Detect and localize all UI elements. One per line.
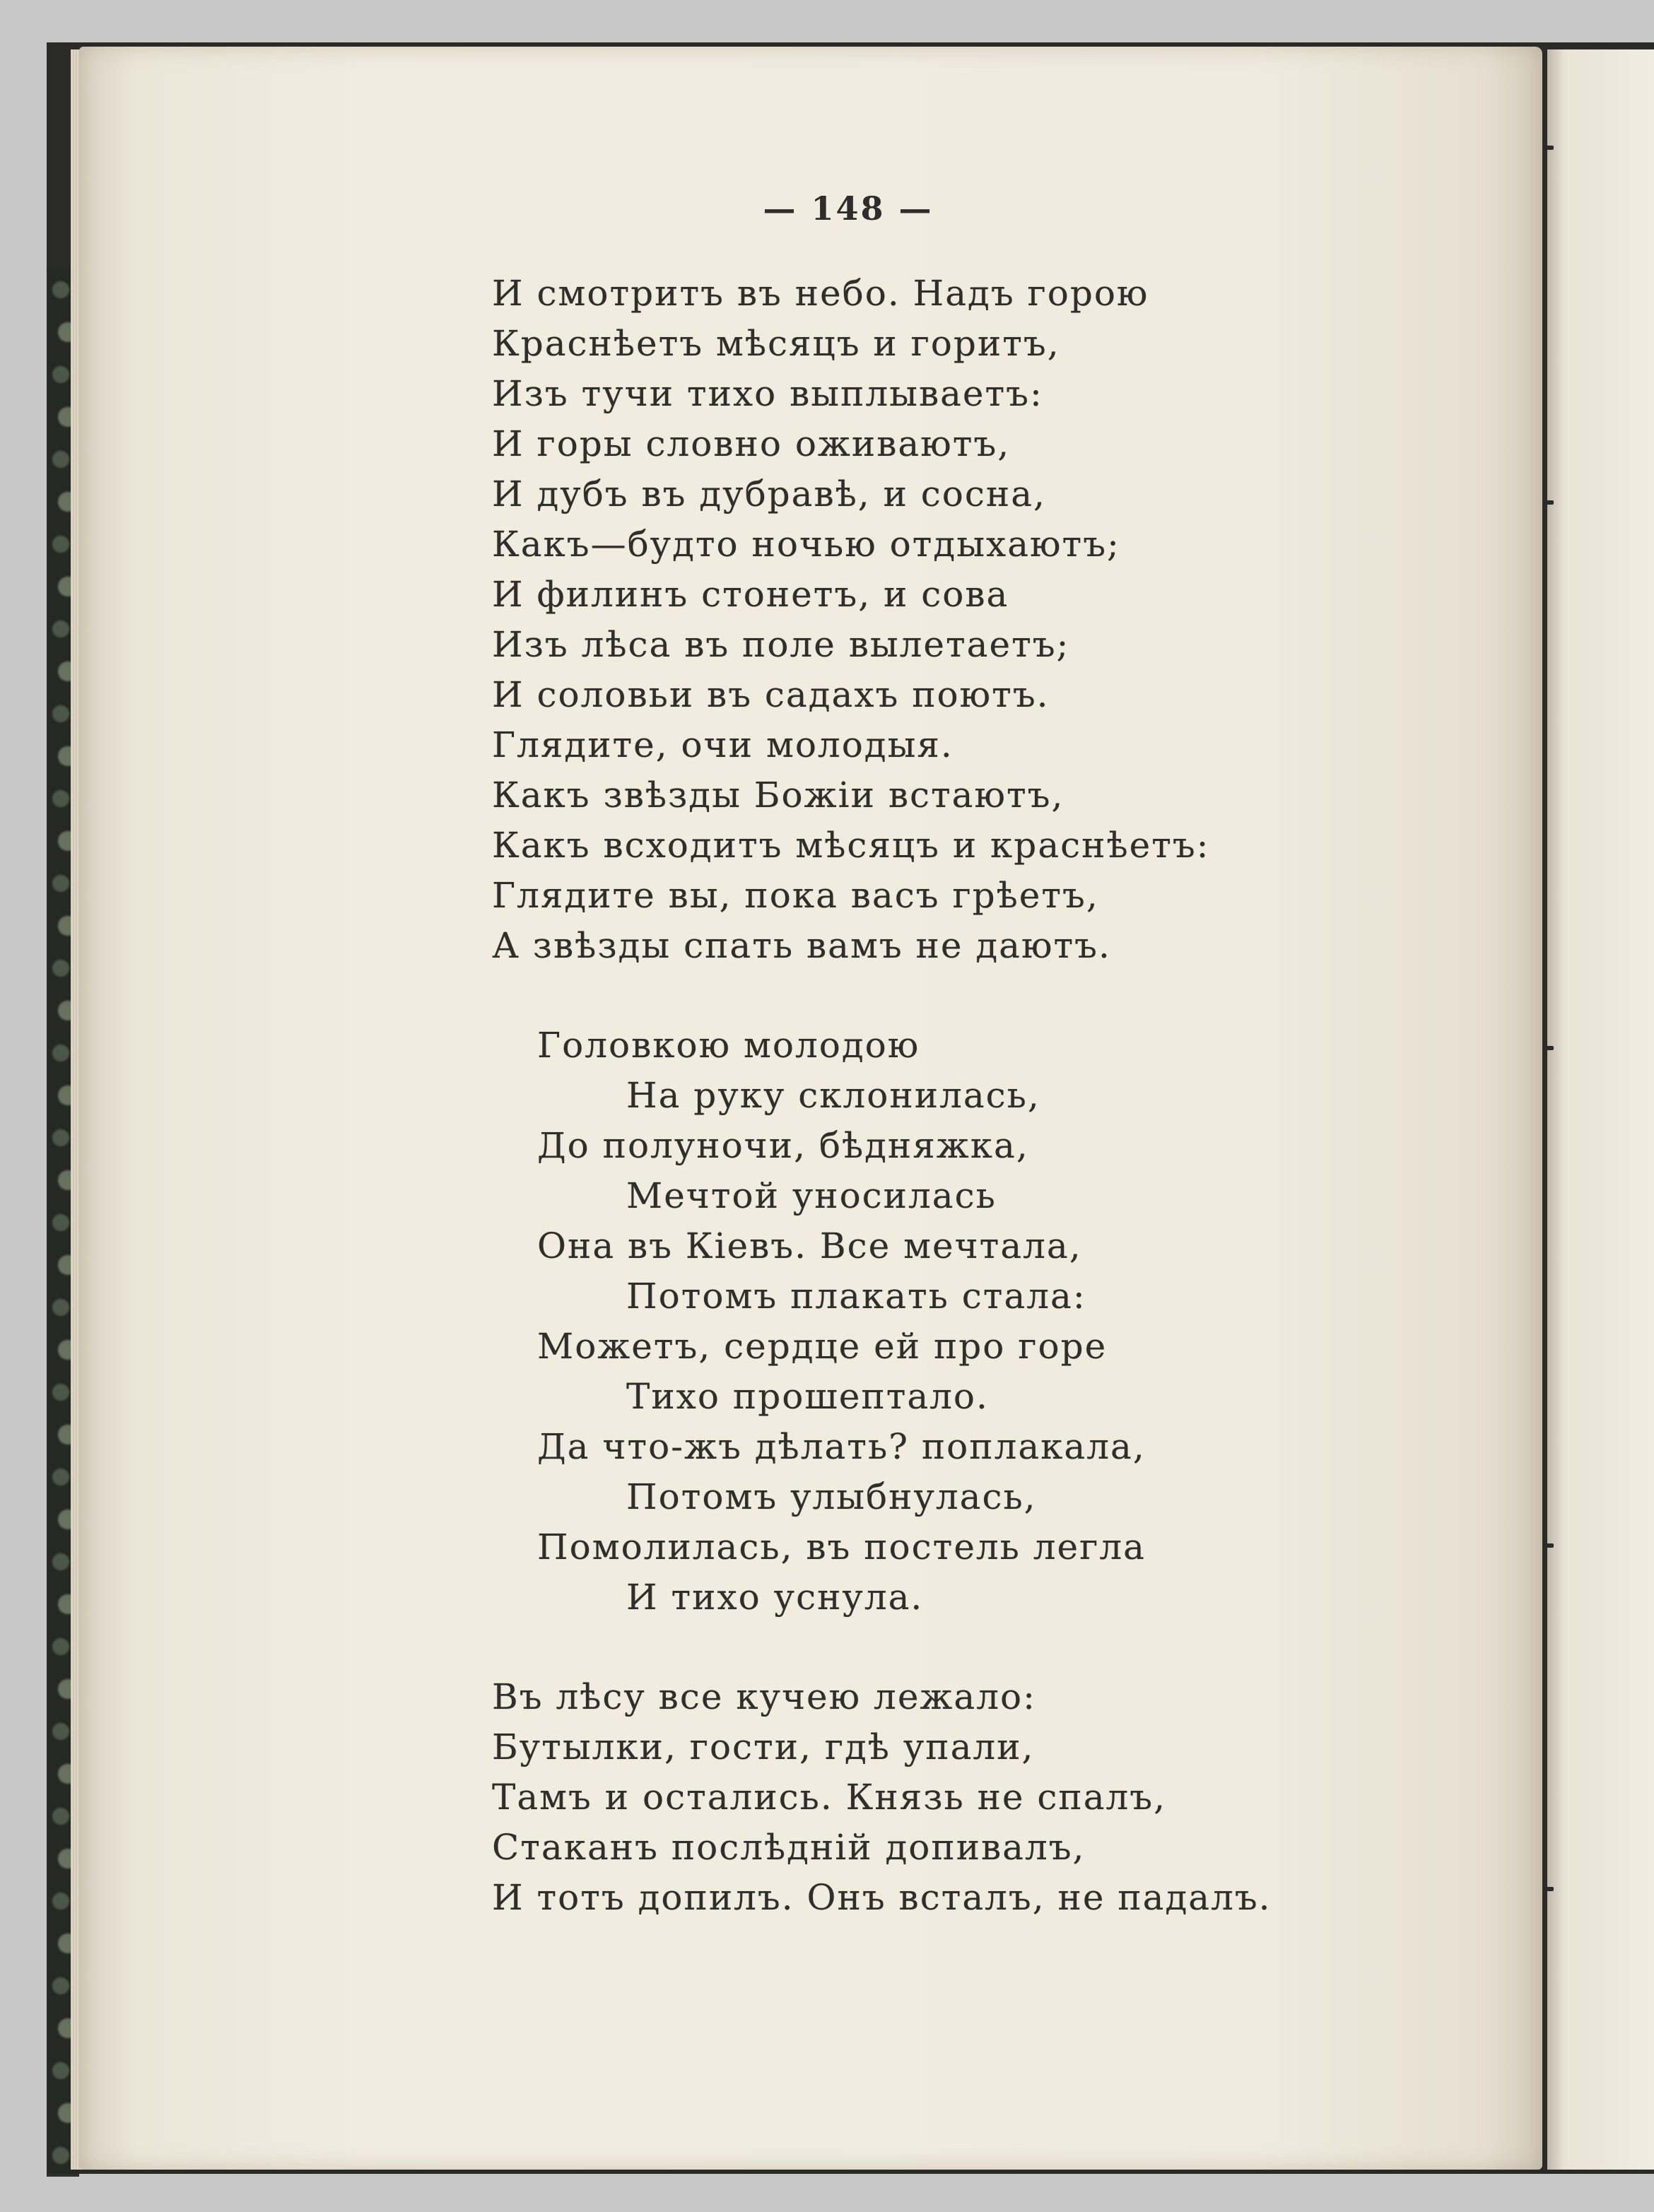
stanza-gap [492, 1623, 1411, 1672]
poem-line: Стаканъ послѣдній допивалъ, [492, 1827, 1086, 1868]
poem-line: И горы словно оживаютъ, [492, 423, 1011, 464]
poem-line: Глядите, очи молодыя. [492, 724, 954, 765]
stanza-1 [492, 269, 1411, 971]
poem-line: Она въ Кіевъ. Все мечтала, [537, 1225, 1082, 1266]
poem-line: Въ лѣсу все кучею лежало: [492, 1676, 1036, 1717]
poem-line: Тихо прошептало. [626, 1376, 989, 1417]
poem-text [492, 269, 1411, 1923]
poem-line: Мечтой уносилась [626, 1175, 997, 1216]
poem-line: И филинъ стонетъ, и сова [492, 574, 1009, 615]
poem-line: Да что-жъ дѣлать? поплакала, [537, 1426, 1146, 1467]
poem-line: Помолилась, въ постель легла [537, 1526, 1146, 1567]
poem-line: И соловьи въ садахъ поютъ. [492, 674, 1050, 715]
poem-line: Какъ всходитъ мѣсяцъ и краснѣетъ: [492, 825, 1210, 866]
poem-line: На руку склонилась, [626, 1075, 1040, 1116]
poem-line: Потомъ улыбнулась, [626, 1476, 1037, 1517]
poem-line: И тихо уснула. [626, 1577, 924, 1618]
poem-line: Тамъ и остались. Князь не спалъ, [492, 1777, 1167, 1818]
stanza-2 [492, 1020, 1411, 1623]
poem-line: Краснѣетъ мѣсяцъ и горитъ, [492, 323, 1060, 364]
poem-line: Изъ лѣса въ поле вылетаетъ; [492, 624, 1070, 665]
poem-line: И тотъ допилъ. Онъ всталъ, не падалъ. [492, 1877, 1272, 1918]
poem-line: Изъ тучи тихо выплываетъ: [492, 373, 1043, 414]
next-page-sliver [1545, 49, 1654, 2170]
poem-line: И дубъ въ дубравѣ, и сосна, [492, 473, 1046, 514]
poem-line: Какъ—будто ночью отдыхаютъ; [492, 524, 1120, 565]
stanza-gap [492, 971, 1411, 1020]
poem-line: Можетъ, сердце ей про горе [537, 1326, 1108, 1367]
poem-line: Бутылки, гости, гдѣ упали, [492, 1726, 1035, 1767]
poem-line: Головкою молодою [537, 1025, 920, 1066]
poem-line: Глядите вы, пока васъ грѣетъ, [492, 875, 1099, 916]
poem-line: Какъ звѣзды Божіи встаютъ, [492, 775, 1064, 816]
poem-line: Потомъ плакать стала: [626, 1276, 1086, 1317]
page-number: — 148 — [763, 189, 934, 228]
stanza-3 [492, 1672, 1411, 1923]
poem-line: До полуночи, бѣдняжка, [537, 1125, 1029, 1166]
poem-line: И смотритъ въ небо. Надъ горою [492, 273, 1149, 314]
poem-line: А звѣзды спать вамъ не даютъ. [492, 925, 1111, 966]
